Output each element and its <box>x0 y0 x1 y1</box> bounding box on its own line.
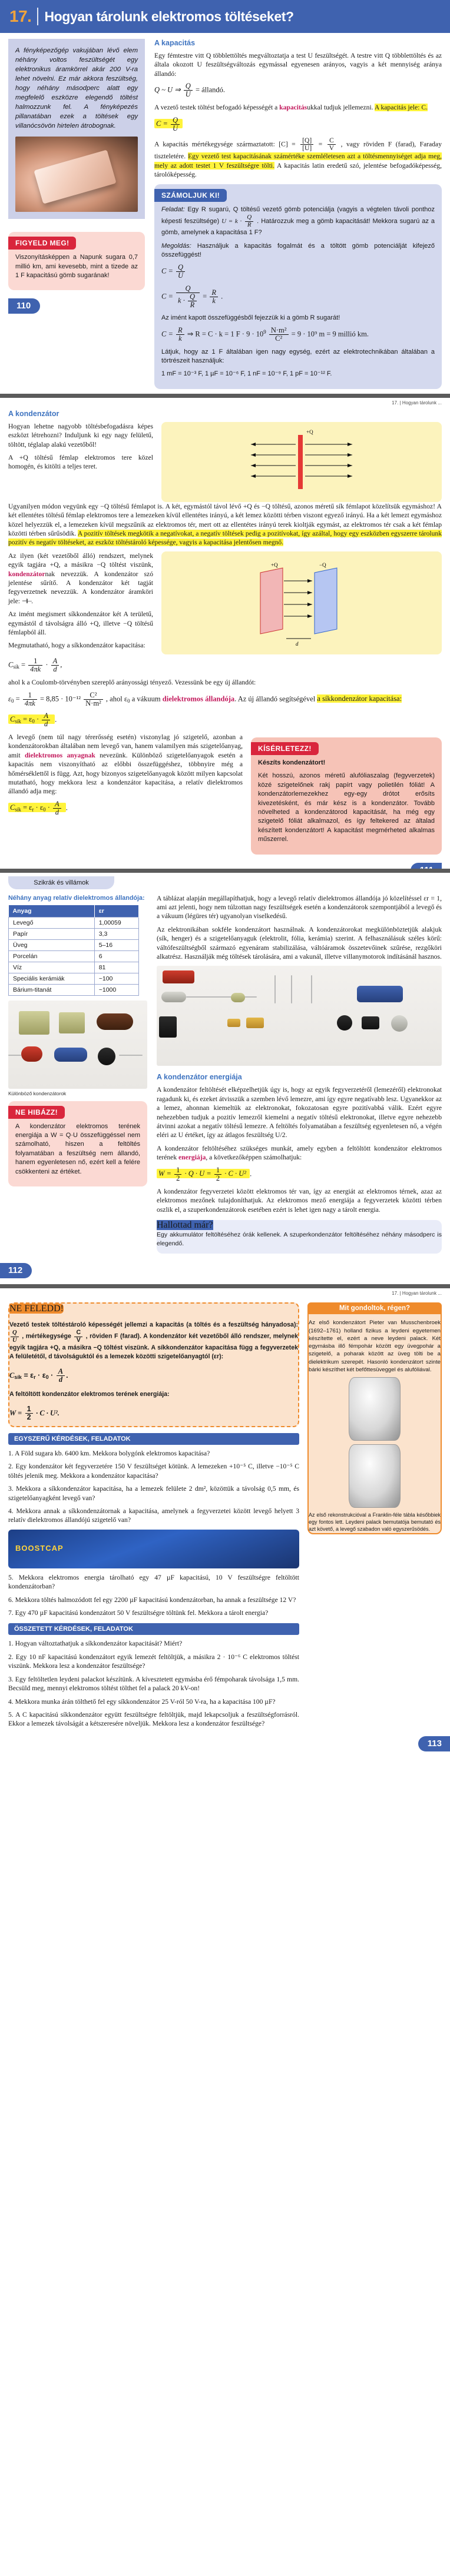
capacitance-p1: Egy fémtestre vitt Q többlettöltés megváltoztatja a test U feszültségét. A testre vitt Q többlettöltés és az általa okozott U feszültségváltozás egymással egyenesen arányos, vagyis a két mennyiség aránya állandó: <box>154 52 442 78</box>
running-head-111: 17. | Hogyan tárolunk ... <box>392 400 442 405</box>
capacitor-p1: Hogyan lehetne nagyobb töltésbefogadásra képes eszközt létrehozni? Induljunk ki egy nagy felületű, töltött, téglalap alakú vezetőből! <box>8 422 153 448</box>
table-header-row <box>9 905 139 918</box>
energy-half2-den: 2 <box>216 1174 220 1182</box>
eps-unit-den: N·m² <box>85 699 101 707</box>
calc-eq2-den-den: R <box>190 300 195 309</box>
calc-eqr-unit-num: N·m² <box>269 327 289 335</box>
svg-text:+Q: +Q <box>306 428 313 435</box>
flash-camera-photo <box>15 137 138 212</box>
svg-text:+Q: +Q <box>271 562 278 569</box>
calc-eq1-den: U <box>178 271 184 280</box>
eps-num: 1 <box>23 692 37 700</box>
keyword-dielektromos-allando: dielektromos állandója <box>162 694 235 703</box>
energy-eq2-rest: · C · U² <box>224 1169 246 1178</box>
remember-box-tab: NE FELEDD! <box>9 1304 64 1314</box>
calc-eqr-lhs: C = <box>161 330 173 338</box>
capacitor-intro-grid <box>8 422 442 502</box>
eq1-right: = állandó. <box>195 85 226 94</box>
eps-equals: = <box>15 694 20 703</box>
remember-text-3: A feltöltött kondenzátor elektromos terének energiája: <box>9 1390 170 1398</box>
remember-t2-dot: · ε <box>38 1371 46 1380</box>
capacitance-p2 <box>154 103 442 112</box>
remember-box <box>8 1302 299 1427</box>
page-113-grid <box>0 1298 450 1732</box>
eq1-numerator: Q <box>184 82 193 91</box>
calc-task-eq-lhs: U = k · <box>221 218 242 225</box>
calc-sol-label: Megoldás: <box>161 242 191 250</box>
eqC-den2: d <box>53 665 57 673</box>
cap-p4-a: Az ilyen (két vezetőből álló) rendszert, melynek egyik tagjára +Q, a másikra −Q töltést viszünk, <box>8 551 153 569</box>
energy-eq-rest: · Q · U = <box>184 1169 211 1178</box>
eps-tail-a: , ahol ε <box>105 694 128 703</box>
page-111-body <box>0 407 450 869</box>
eqC3-dot2: · <box>47 803 50 812</box>
p3-den1: [U] <box>302 144 312 152</box>
capacitor-p4: Az ilyen (két vezetőből álló) rendszert, melynek egyik tagjára +Q, a másikra −Q töltést viszünk, kondenzátornak nevezzük. A kondenzátor szó jelentése sűrítő. A kondenzátor két tagját fegyverzetnek nevezzük. A kondenzátor áramköri jele: ⊣⊢. <box>8 551 153 605</box>
calc-eqr-unit-den: C² <box>275 334 283 343</box>
eqC-num1: 1 <box>28 657 42 666</box>
remember-t2-eq: = ε <box>24 1371 34 1380</box>
cell-material: Porcelán <box>9 950 95 962</box>
table-row <box>9 928 139 939</box>
leyden-jar-photo-2 <box>349 1444 401 1508</box>
calc-eqr-den: k <box>178 334 182 343</box>
watch-box-text: Viszonyításképpen a Napunk sugara 0,7 millió km, ami kevesebb, mint a tizede az 1 F kapacitású gömb sugarának! <box>15 254 138 280</box>
eps-lhs: ε <box>8 694 11 703</box>
exercise-head-simple: EGYSZERŰ KÉRDÉSEK, FELADATOK <box>8 1433 299 1445</box>
cap-p3-a: A kapacitás mértékegysége származtatott: [C] = <box>154 140 296 148</box>
eqC3-subr: r <box>32 806 34 813</box>
remember-t4-lhs: W = <box>9 1408 22 1417</box>
capacitor-p6: Megmutatható, hogy a síkkondenzátor kapacitása: <box>8 641 145 650</box>
energy-p2-a: A kondenzátor feltöltéséhez szükséges munkát, amely egyben a feltöltött kondenzátor elektromos terének <box>157 1144 442 1162</box>
experiment-box-tab: KÍSÉRLETEZZ! <box>251 742 319 755</box>
eq2-numerator: Q <box>171 117 180 125</box>
exercise-item: 6. Mekkora töltés halmozódott fel egy 2200 µF kapacitású kondenzátorban, ha annak a feszültsége 12 V? <box>8 1596 296 1604</box>
equation-c-plane: $C_{sík}$ = $\frac{1}{4\pi k}$ · $\frac{A}{d}$ , <box>8 656 62 673</box>
eqC3-dot: · ε <box>35 803 44 812</box>
page-110-columns <box>0 33 450 394</box>
exercise-item: 2. Egy 10 nF kapacitású kondenzátort egyik lemezét feltöltjük, a másikra 2 · 10⁻⁶ C elektromos töltést viszünk. Mekkora lesz a kondenzátor feszültsége? <box>8 1653 299 1670</box>
exercise-item: 5. A C kapacitású síkkondenzátor együtt feszültségre feltöltjük, majd lekapcsoljuk a feszültségforrásról. Ekkor a lemezek távolságát a kétszeresére növeljük. Mekkora lesz a kondenzátor feszültsége? <box>8 1710 299 1728</box>
eqC-dot: · <box>45 660 48 669</box>
cap-p2-a: A vezető testek töltést befogadó képességét a <box>154 104 280 112</box>
dielectric-grid <box>8 733 442 859</box>
calc-eq2-den-pre: k · <box>178 296 185 305</box>
eqC2-dot: · <box>37 715 39 724</box>
calc-eq-2 <box>161 285 435 309</box>
cap-p8-a: A levegő (nem túl nagy térerősség esetén) viszonylag jó szigetelő, azonban a kondenzátorokban általában nem levegő van, hanem valamilyen más szigetelőanyag, amit <box>8 733 243 759</box>
dielectric-table <box>8 905 139 996</box>
exercise-head-complex: ÖSSZETETT KÉRDÉSEK, FELADATOK <box>8 1623 299 1635</box>
chapter-number: 17. <box>9 7 32 25</box>
energy-half-den: 2 <box>176 1174 180 1182</box>
cap-p2-b: ukkal tudjuk jellemezni. <box>307 104 375 112</box>
right-text-p1: A táblázat alapján megállapíthatjuk, hogy a levegő relatív dielektromos állandója jó közelítéssel εr = 1, ami azt jelenti, hogy nem túlzottan nagy feszültségek esetén a kondenzátorok szempontjából a levegő és a vákuum (légüres tér) ugyanolyan viselkedésű. <box>157 894 442 920</box>
calc-eqr-tail: = 9 · 10⁹ m = 9 millió km. <box>291 330 369 338</box>
think-box-text: Az első kondenzátort Pieter van Musschenbroek (1692–1761) holland fizikus a leydeni egyetemen készítette el, ezért a neve leydeni palack. Két egymásba illő fémpohár között egy üvegpohár a szigetelő, a poharak között az üveg tölti be a dielektrikum szerepét. Hasonló kondenzátort szinte bárki készíthet két befőttesüveggel és alufóliával. <box>309 1319 441 1373</box>
dielectric-text <box>8 733 243 859</box>
capacitor-intro-text <box>8 422 153 502</box>
cap-p4-b: nak nevezzük. A kondenzátor szó jelentése sűrítő. A kondenzátor két tagját fegyverzetnek nevezzük. A kondenzátor áramköri jele: <box>8 570 153 605</box>
eqC3-sub0: 0 <box>43 806 46 813</box>
energy-p2-b: , a következőképpen számolhatjuk: <box>206 1154 302 1162</box>
remember-t1-b: , mértékegysége <box>22 1332 74 1340</box>
table-row <box>9 962 139 973</box>
cell-material: Bárium-titanát <box>9 984 95 995</box>
eps-value: = 8,85 · 10⁻¹² <box>39 694 81 703</box>
remember-t2-dot2: · <box>51 1371 54 1380</box>
dielectric-table-title: Néhány anyag relatív dielektromos állandója: <box>8 894 145 902</box>
eq2-lhs: C = <box>156 119 168 128</box>
cell-material: Üveg <box>9 939 95 950</box>
cell-value: 81 <box>94 962 138 973</box>
error-box-tab: NE HIBÁZZ! <box>8 1106 65 1119</box>
cell-value: ~100 <box>94 973 138 984</box>
capacitor-circuit-symbol-icon: ⊣⊢ <box>21 597 32 605</box>
remember-t2-num: A <box>57 1368 65 1376</box>
remember-t4-num: 1 <box>25 1405 33 1414</box>
remember-t2-subr: r <box>34 1374 36 1381</box>
capacitor-def-grid <box>8 551 442 654</box>
eqC3-lhs: C <box>10 803 15 812</box>
remember-eq-num: Q <box>11 1329 19 1337</box>
eqC2-sub0: 0 <box>32 718 35 724</box>
eqC2-eq: = ε <box>22 715 32 724</box>
spark-chip: Szikrák és villámok <box>8 876 114 889</box>
calc-eq-1 <box>161 264 435 280</box>
remember-equation-c: $C_{sík} = \varepsilon_r \cdot \varepsilon_0$ · $\frac{A}{d}$ . <box>9 1367 68 1384</box>
cell-material: Speciális kerámiák <box>9 973 95 984</box>
cell-value: 1,00059 <box>94 917 138 928</box>
page-112 <box>0 869 450 1285</box>
cell-value: 3,3 <box>94 928 138 939</box>
table-row <box>9 950 139 962</box>
watch-box <box>8 232 145 290</box>
cell-material: Levegő <box>9 917 95 928</box>
energy-eq-lhs: W = <box>158 1169 171 1178</box>
page-number-112: 112 <box>0 1263 32 1278</box>
table-row <box>9 939 139 950</box>
capacitor-def-text <box>8 551 153 654</box>
eps-den: 4πk <box>24 699 35 707</box>
running-head-113: 17. | Hogyan tárolunk ... <box>392 1291 442 1297</box>
eps-tail-b: a vákuum <box>130 694 163 703</box>
exercise-item: 2. Egy kondenzátor két fegyverzetére 150 V feszültséget kötünk. A lemezeken +10⁻⁵ C, illetve −10⁻⁵ C töltés jelenik meg. Mekkora a kondenzátor kapacitása? <box>8 1462 299 1480</box>
watch-box-tab: FIGYELD MEG! <box>8 237 76 250</box>
equation-c-plane-epsr: $C_{sík} = \varepsilon_r \cdot \varepsilon_0$ · $\frac{A}{d}$ . <box>8 800 243 816</box>
exercise-item: 7. Egy 470 µF kapacitású kondenzátort 50 V feszültségre töltünk fel. Mekkora a tárolt energia? <box>8 1609 269 1617</box>
energy-p2 <box>157 1144 442 1162</box>
page-number-row-113 <box>0 1733 450 1749</box>
eqC2-lhs: C <box>10 715 15 724</box>
eps-tail-sub: 0 <box>127 697 130 704</box>
eqC-sub: sík <box>13 663 19 670</box>
capacitor-p3 <box>8 502 442 547</box>
table-row <box>9 917 139 928</box>
energy-p3: A kondenzátor fegyverzetei között elektromos tér van, így az energiát az elektromos térnek, azaz az elektromos mezőnek tulajdoníthatjuk. Az elektromos mező energiája a fegyverzetek közötti térben oszlik el, a szuperkondenzátorok esetében ezért is lehet igen nagy a tárolt energia. <box>157 1187 442 1214</box>
exercise-item: 5. Mekkora elektromos energia tárolható egy 47 µF kapacitású, 10 V feszültségre feltöltött kondenzátorban? <box>8 1573 299 1591</box>
eqC-equals: = <box>21 660 26 669</box>
exercise-item: 4. Mekkora munka árán tölthető fel egy síkkondenzátor 25 V-ról 50 V-ra, ha a kapacitása 100 µF? <box>8 1697 276 1706</box>
think-box <box>307 1302 442 1534</box>
remember-equation-w <box>9 1405 298 1421</box>
table-header-material: Anyag <box>9 905 95 918</box>
cell-material: Papír <box>9 928 95 939</box>
eqC3-num: A <box>53 800 61 809</box>
eq1-left: Q ~ U ⇒ <box>154 85 181 94</box>
page-number-row-111 <box>8 859 442 869</box>
eqC-lhs: C <box>8 660 14 669</box>
photo-caption-capacitors: Különböző kondenzátorok <box>8 1090 67 1096</box>
remember-t2-lhs: C <box>9 1371 15 1380</box>
exercise-list-complex <box>8 1639 299 1728</box>
experiment-box <box>251 737 442 855</box>
cell-value: ~1000 <box>94 984 138 995</box>
leyden-jar-photo-1 <box>349 1377 401 1441</box>
error-box-text: A kondenzátor elektromos terének energiája a W = Q·U összefüggéssel nem számolható, hiszen a feltöltés folyamatában a feszültség nem állandó, hanem egyenletesen nő, ezért kell a felére csökkenteni az értéket. <box>15 1122 140 1175</box>
cap-p3-text: Ugyanilyen módon vegyünk egy −Q töltésű fémlapot is. A két, egymástól távol lévő +Q és −Q töltésű, azonos méretű sík fémlapot közelítsük egymáshoz! A két ellentétes töltésű fémlap elektromos tere a lemezeken kívül ellentétes irányú, a két lemez közötti térben viszont egyező irányú. Ha a két lemezt egymáshoz közel helyezzük el, a lemezeken kívül megszűnik az elektromos tér, mert ott az ellentétes irányú terek kioltják egymást, az elektromos tér csak a két fémlap közötti térben sűrűsödik. <box>8 502 442 537</box>
calculate-box-tab: SZÁMOLJUK KI! <box>154 189 227 202</box>
cell-value: 5–16 <box>94 939 138 950</box>
supercapacitor-photo <box>8 1530 299 1568</box>
single-plate-field-svg <box>237 427 366 497</box>
heading-capacitance: A kapacitás <box>154 39 196 47</box>
experiment-text: Két hosszú, azonos méretű alufóliaszalag (fegyverzetek) közé szigetelőnek rakj papírt vagy polietilén fóliát! A kondenzátorlemezekhez egy-egy drótot erősíts kivezetésként, és már kész is a kondenzátor. Tovább növelheted a kondenzátorod kapacitását, ha még egy szigetelő fóliát alkalmazol, és így feltekered az általad készített kondenzátort! A kapacitást megmérheted alkalmas műszerrel. <box>258 772 435 843</box>
cell-value: 6 <box>94 950 138 962</box>
calc-eq2-res-num: R <box>210 289 218 297</box>
capacitor-p8 <box>8 733 243 796</box>
hear-box-tab: Hallottad már? <box>157 1220 213 1231</box>
parallel-plate-svg <box>237 559 366 647</box>
p3-num2: C <box>327 137 336 145</box>
calc-eq2-den <box>176 293 200 309</box>
remember-t2-sub0: 0 <box>45 1374 49 1381</box>
calc-eqr-mid: ⇒ R = C · k = 1 F · 9 · 10 <box>187 330 264 338</box>
exercise-item: 3. Egy feltöltetlen leydeni palackot készítünk. A kívesztetett egymásba érő fémpoharak távolsága 1,5 mm. Becsüld meg, mennyi elektromos töltést tölthet fel a palack 20 kV-on! <box>8 1675 299 1693</box>
eqC2-num: A <box>42 712 50 720</box>
eqC2-sub: sík <box>15 718 21 724</box>
energy-half2-num: 1 <box>214 1166 221 1175</box>
calc-task <box>161 205 435 238</box>
energy-half-num: 1 <box>174 1166 181 1175</box>
cap-p3-c: A kapacitás latin eredetű szó, jelentése befogadóképesség, tárolóképesség. <box>154 161 442 179</box>
right-text-p2: Az elektronikában sokféle kondenzátort használnak. A kondenzátorokat megkülönböztetjük alakjuk (sík, henger) és a szigetelőanyaguk (elektrolit, fólia, kerámia) szerint. A felhasználásuk széles körű: váltófeszültségből származó egyenáram stabilizálása, váltóáramok összetevőinek szűrése, rezgőköri alkatrész. Használják még töltések tárolására, ami a vakunál, illetve villanymotorok indításánál hasznos. <box>157 925 442 960</box>
page-rule-top-113 <box>0 1284 450 1288</box>
calc-eq2-num: Q <box>176 285 200 293</box>
page-number-row-112 <box>0 1259 450 1284</box>
left-column-113 <box>8 1302 299 1732</box>
eqC-num2: A <box>51 657 59 666</box>
p3-equals: = <box>318 140 323 148</box>
equation-energy: W = $\frac{1}{2}$ · Q · U = $\frac{1}{2}$ · C · U² . <box>157 1166 442 1182</box>
equation-c-definition <box>154 117 442 132</box>
cap-p3-highlight: Egy vezető test kapacitásának számértéke szemléletesen azt a töltésmennyiséget adja meg, mely az adott testet 1 V feszültségre tölti. <box>154 152 442 169</box>
page-rule-top-111 <box>0 394 450 398</box>
page-110 <box>0 0 450 394</box>
calc-eq2-lhs: C = <box>161 292 173 301</box>
capacitance-p3 <box>154 137 442 180</box>
eps-tail-c: . Az új állandó segítségével <box>234 694 317 703</box>
calc-eqr-num: R <box>176 327 184 335</box>
calc-eqr-exp: 9 <box>263 329 266 335</box>
error-box <box>8 1101 147 1186</box>
calc-task-end: . Határozzuk meg a gömb kapacitását! Mekkora sugarú az a gömb, amelynek a kapacitása 1 F? <box>161 218 435 237</box>
eps-unit-num: C² <box>84 692 103 700</box>
experiment-subtitle: Készíts kondenzátort! <box>258 759 326 767</box>
left-column-110 <box>8 39 145 394</box>
capacitor-p5: Az imént megismert síkkondenzátor két A területű, egymástól d távolságra álló +Q, illetve −Q töltésű fémlapból áll. <box>8 610 153 637</box>
exercise-item: 3. Mekkora a síkkondenzátor kapacitása, ha a lemezek felülete 2 dm², közöttük a távolság 0,5 mm, és szigetelőanyagként levegő van? <box>8 1485 299 1502</box>
p3-num1: [Q] <box>300 137 313 145</box>
eqC3-eq: = ε <box>22 803 32 812</box>
cap-p8-b: nevezünk. Különböző szigetelőanyagok esetén a kapacitás nem viszonyítható az előbbi összefüggéshez, többnyire még a hőmérséklettől is függ. Azt, hogy bizonyos szigetelőanyagok között milyen kapcsolat mutatható, hogy mekkora lesz a kondenzátor kapacitása, a relatív dielektromos állandó adja meg: <box>8 751 243 796</box>
figure-parallel-plate <box>161 551 442 654</box>
cap-p2-highlight: A kapacitás jele: C. <box>374 104 428 112</box>
calc-task-text: Egy R sugarú, Q töltésű vezető gömb potenciálja (vagyis a végtelen távoli ponthoz képesti feszültsége) <box>161 205 435 225</box>
chapter-separator <box>37 8 38 25</box>
right-column-112 <box>157 894 442 1260</box>
table-row <box>9 973 139 984</box>
remember-unit-den: V <box>76 1336 81 1344</box>
figure-single-plate-field <box>161 422 442 502</box>
think-box-tab: Mit gondoltok, régen? <box>307 1302 442 1314</box>
page-number-113: 113 <box>418 1736 450 1751</box>
intro-text: A fényképezőgép vakujában lévő elem néhány voltos feszültségét egy elektronikus áramkörrel akár 200 V-ra lehet növelni. Ez már akkora feszültség, hogy néhány másodperc alatt egy megfelelő eszközre elegendő töltést halmozzunk fel. A fényképezés pillanatában ezek a töltések egy villanócsövön hirtelen átrobognak. <box>15 47 138 130</box>
left-column-112 <box>8 894 147 1260</box>
calc-task-eq-den: R <box>247 221 252 228</box>
calc-solution <box>161 242 435 260</box>
calc-eq2-res-den: k <box>212 296 216 305</box>
chapter-title: Hogyan tárolunk elektromos töltéseket? <box>44 8 294 24</box>
calc-line-r: Az imént kapott összefüggésből fejezzük ki a gömb R sugarát! <box>161 314 340 321</box>
equation-c-plane-eps: $C_{sík} = \varepsilon_0$ · $\frac{A}{d}$ . <box>8 712 442 728</box>
remember-t2-den: d <box>58 1375 63 1384</box>
right-column-113 <box>307 1302 442 1732</box>
eqC-den1: 4πk <box>30 665 41 673</box>
cap-p3-b: , vagy röviden F (farad), Faraday tiszteletére. <box>154 140 442 161</box>
remember-unit-num: C <box>74 1329 82 1337</box>
capacitors-photo-left <box>8 1001 147 1089</box>
eq2-denominator: U <box>173 124 178 132</box>
calc-closing: Látjuk, hogy az 1 F általában igen nagy egység, ezért az elektrotechnikában általában a törtrészeit használjuk: <box>161 348 435 364</box>
remember-text-1 <box>9 1321 298 1361</box>
calc-units: 1 mF = 10⁻³ F, 1 µF = 10⁻⁶ F, 1 nF = 10⁻⁹ F, 1 pF = 10⁻¹² F. <box>161 370 332 378</box>
heading-energy: A kondenzátor energiája <box>157 1073 242 1082</box>
page-rule-top-112 <box>0 869 450 873</box>
remember-t1-c: , röviden F (farad). A kondenzátor két vezetőből álló rendszer, melynek egyik tagjára +Q, a másikra −Q töltést viszünk. A síkkondenzátor kapacitása függ a fegyverzetek A felületétől, d távolságuktól és a lemezek közötti szigetelőanyagtól (εr): <box>9 1332 298 1361</box>
remember-t4-den: 2 <box>27 1412 31 1421</box>
keyword-kondenzator: kondenzátor <box>8 570 45 578</box>
page-number-row-110 <box>8 295 145 320</box>
calc-task-label: Feladat: <box>161 205 185 213</box>
exercise-item: 1. Hogyan változtathatjuk a síkkondenzátor kapacitását? Miért? <box>8 1640 183 1648</box>
p3-den2: V <box>329 144 335 152</box>
remember-t2-sub: sík <box>14 1374 22 1381</box>
intro-box <box>8 39 145 219</box>
page-number-110: 110 <box>8 298 40 314</box>
calc-sol-text: Használjuk a kapacitás fogalmát és a töltött gömb potenciálját kifejező összefüggést! <box>161 242 435 258</box>
eq1-denominator: U <box>185 90 191 99</box>
energy-p1: A kondenzátor feltöltését elképzelhetjük úgy is, hogy az egyik fegyverzetéről (lemezéről) elektronokat ragadunk ki, és ezeket átvisszük a szemben lévő lemezre, ami így egyre negatívabb lesz. Ugyanekkor az a lemez, ahonnan kiemeltük az elektronokat, fokozatosan egyre pozitívabbá válik. Ezért egyre nehezebben tudjuk a pozitív lemezről kiemelni a negatív töltésű elektronokat, illetve egyre nehezebb átvinni azokat a negatív töltésű lemezre. A feltöltés folyamatában a feszültség egyenletesen nő, a végén eléri az U értéket, így az átlagos feszültség U/2. <box>157 1086 442 1139</box>
eps-highlight: a síkkondenzátor kapacitása: <box>317 694 402 703</box>
calc-eq2-period: . <box>221 292 223 301</box>
eps-sub: 0 <box>11 697 14 704</box>
right-column-110 <box>154 39 442 394</box>
hear-box-text: Egy akkumulátor feltöltéséhez órák kellenek. A szuperkondenzátor feltöltéséhez néhány másodperc is elegendő. <box>157 1231 442 1247</box>
calc-eq2-den-num: Q <box>188 293 197 301</box>
page-113 <box>0 1284 450 1749</box>
page-111 <box>0 394 450 869</box>
exercise-item: 1. A Föld sugara kb. 6400 km. Mekkora bolygónk elektromos kapacitása? <box>8 1450 210 1458</box>
eqC3-den: d <box>55 808 59 816</box>
remember-eq-den: U <box>12 1337 17 1344</box>
capacitors-photo-strip <box>157 966 442 1066</box>
eqC3-sub: sík <box>15 806 21 813</box>
cell-material: Víz <box>9 962 95 973</box>
exercise-item: 4. Mekkora annak a síkkondenzátornak a kapacitása, amelynek a fegyverzetei között levegő helyett 3 relatív dielektromos állandójú szigetelő van? <box>8 1507 299 1524</box>
keyword-energia: energiája <box>178 1154 206 1162</box>
cap-p3-hl: A pozitív töltések megkötik a negatívokat, a negatív töltések pedig a pozitívokat, így azáltal, hogy egy eszközben egyszerre tárolunk pozitív és negatív töltéseket, az eszköz töltéstároló képessége, vagyis a kapacitása jelentősen megnő. <box>8 530 442 547</box>
capacitor-p2: A +Q töltésű fémlap elektromos tere közel homogén, és kitölti a teljes teret. <box>8 454 153 471</box>
svg-text:−Q: −Q <box>319 562 326 569</box>
calc-eq-radius <box>161 327 435 343</box>
equation-q-over-u <box>154 82 442 98</box>
calc-eq2-equals: = <box>203 292 207 301</box>
spark-chip-row <box>0 873 450 889</box>
svg-text:d: d <box>296 641 299 647</box>
calc-task-eq-num: Q <box>245 214 253 222</box>
remember-t4-rest: · C · U². <box>36 1408 59 1417</box>
heading-capacitor: A kondenzátor <box>8 409 59 418</box>
calc-eq1-lhs: C = <box>161 267 173 275</box>
keyword-kapacitas: kapacitás <box>279 104 307 112</box>
chapter-header <box>0 0 450 33</box>
table-row <box>9 984 139 995</box>
capacitor-p7: ahol k a Coulomb-törvényben szereplő arányossági tényező. Vezessünk be egy új állandót: <box>8 679 256 687</box>
think-box-note: Az első rekonstrukcióval a Franklin-féle tábla későbbiek egy fontos lett. Leydeni palack bemutatója bemutató és azt követő, a levegő szabadon való egyszerűsödés. <box>309 1512 441 1533</box>
calc-eq1-num: Q <box>176 264 185 272</box>
exercise-list-simple <box>8 1449 299 1617</box>
page-112-grid <box>0 889 450 1260</box>
keyword-dielektromos-anyag: dielektromos anyagnak <box>24 751 95 759</box>
table-header-epsilon: εr <box>94 905 138 918</box>
equation-epsilon-zero <box>8 692 442 707</box>
remember-t1-a: Vezető testek töltéstároló képességét jellemzi a kapacitás (a töltés és a feszültség hányadosa): <box>9 1321 298 1329</box>
hear-box <box>157 1220 442 1254</box>
calculate-box <box>154 184 442 389</box>
eqC2-den: d <box>44 719 48 728</box>
